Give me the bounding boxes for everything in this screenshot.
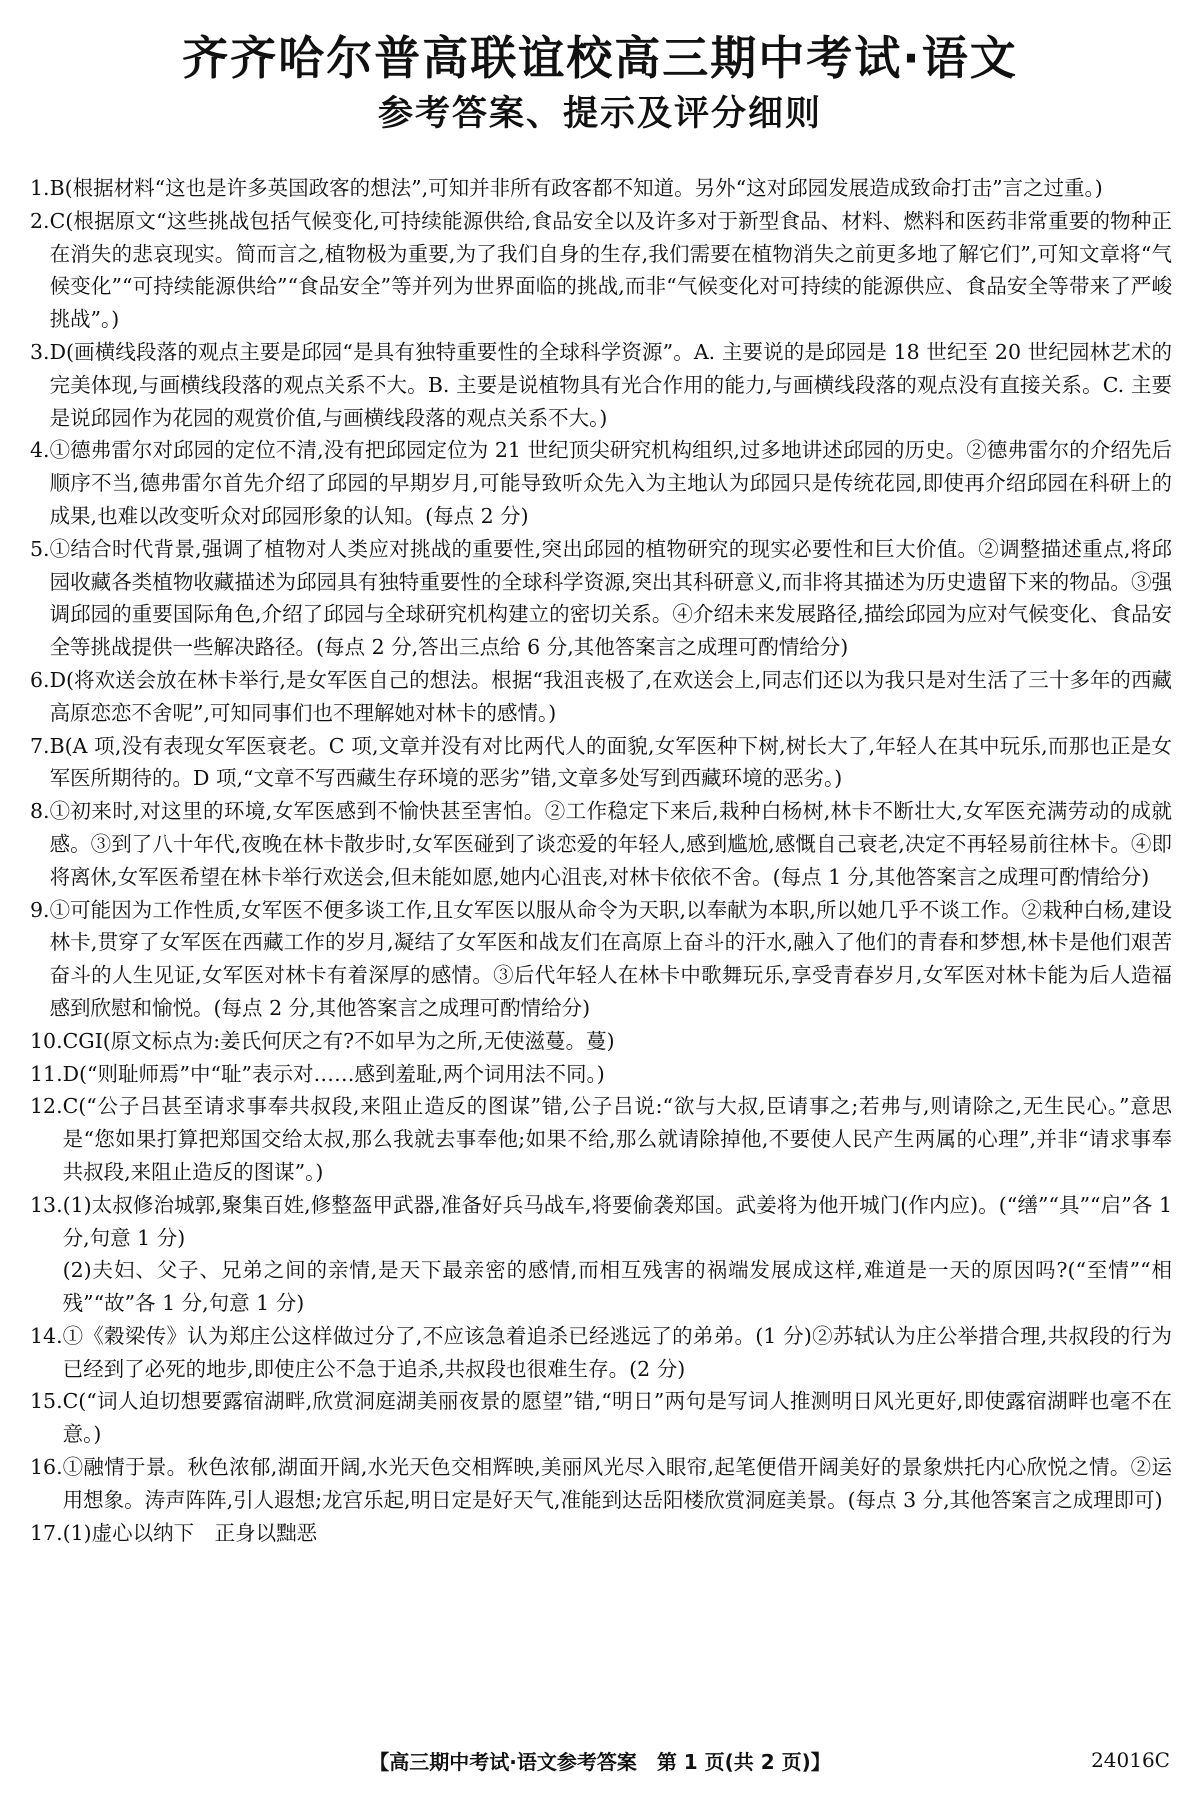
item-number: 6. <box>30 667 50 692</box>
answer-item-9 <box>30 894 1172 1025</box>
answer-list <box>30 172 1172 1549</box>
answer-item-14 <box>30 1320 1172 1386</box>
item-number: 16. <box>30 1455 63 1480</box>
answer-item-1 <box>30 172 1172 205</box>
item-text: B(A 项,没有表现女军医衰老。C 项,文章并没有对比两代人的面貌,女军医种下树,树长大了,年轻人在其中玩乐,而那也正是女军医所期待的。D 项,“文章不写西藏生存环境的恶劣”错,文章多处写到西藏环境的恶劣。) <box>49 733 1172 791</box>
item-text: ①可能因为工作性质,女军医不便多谈工作,且女军医以服从命令为天职,以奉献为本职,所以她几乎不谈工作。②栽种白杨,建设林卡,贯穿了女军医在西藏工作的岁月,凝结了女军医和战友们在高原上奋斗的汗水,融入了他们的青春和梦想,林卡是他们艰苦奋斗的人生见证,女军医对林卡有着深厚的感情。③后代年轻人在林卡中歌舞玩乐,享受青春岁月,女军医对林卡能为后人造福感到欣慰和愉悦。(每点 2 分,其他答案言之成理可酌情给分) <box>49 897 1172 1020</box>
answer-item-13 <box>30 1189 1172 1320</box>
item-text: ①《穀梁传》认为郑庄公这样做过分了,不应该急着追杀已经逃远了的弟弟。(1 分)②苏轼认为庄公举措合理,共叔段的行为已经到了必死的地步,即使庄公不急于追杀,共叔段也很难生存。(2 分) <box>62 1323 1172 1381</box>
item-number: 4. <box>30 438 50 463</box>
item-number: 15. <box>30 1389 63 1414</box>
item-number: 12. <box>30 1094 63 1119</box>
answer-item-12 <box>30 1090 1172 1188</box>
item-text: D(“则耻师焉”中“耻”表示对……感到羞耻,两个词用法不同。) <box>62 1061 605 1086</box>
answer-item-10 <box>30 1025 1172 1058</box>
item-number: 7. <box>30 733 50 758</box>
item-number: 9. <box>30 897 50 922</box>
answer-item-11 <box>30 1058 1172 1091</box>
page-subtitle: 参考答案、提示及评分细则 <box>377 94 822 134</box>
item-number: 17. <box>30 1520 63 1545</box>
item-text-group <box>63 1189 1172 1320</box>
item-text: C(根据原文“这些挑战包括气候变化,可持续能源供给,食品安全以及许多对于新型食品、材料、燃料和医药非常重要的物种正在消失的悲哀现实。简而言之,植物极为重要,为了我们自身的生存,我们需要在植物消失之前更多地了解它们”,可知文章将“气候变化”“可持续能源供给”“食品安全”等并列为世界面临的挑战,而非“气候变化对可持续的能源供应、食品安全等带来了严峻挑战”。) <box>49 208 1172 332</box>
item-number: 10. <box>30 1028 63 1053</box>
answer-item-7 <box>30 730 1172 796</box>
page-title: 齐齐哈尔普高联谊校高三期中考试·语文 <box>182 31 1018 85</box>
item-number: 11. <box>30 1061 63 1086</box>
answer-item-17 <box>30 1517 1172 1550</box>
item-text: C(“公子吕甚至请求事奉共叔段,来阻止造反的图谋”错,公子吕说:“欲与大叔,臣请事之;若弗与,则请除之,无生民心。”意思是“您如果打算把郑国交给太叔,那么我就去事奉他;如果不给,那么就请除掉他,不要使人民产生两属的心理”,并非“请求事奉共叔段,来阻止造反的图谋”。) <box>62 1094 1172 1184</box>
answer-item-3 <box>30 336 1172 434</box>
item-number: 14. <box>30 1323 63 1348</box>
answer-item-2 <box>30 205 1172 336</box>
document-code: 24016C <box>1091 1748 1170 1772</box>
answer-item-4 <box>30 434 1172 532</box>
item-number: 13. <box>30 1192 63 1217</box>
item-text: (1)虚心以纳下 正身以黜恶 <box>62 1520 318 1545</box>
item-text: D(画横线段落的观点主要是邱园“是具有独特重要性的全球科学资源”。A. 主要说的是邱园是 18 世纪至 20 世纪园林艺术的完美体现,与画横线段落的观点关系不大。B. 主要是说植物具有光合作用的能力,与画横线段落的观点没有直接关系。C. 主要是说邱园作为花园的观赏价值,与画横线段落的观点关系不大。) <box>49 339 1172 430</box>
item-text-part-2: (2)夫妇、父子、兄弟之间的亲情,是天下最亲密的感情,而相互残害的祸端发展成这样,难道是一天的原因吗?(“至情”“相残”“故”各 1 分,句意 1 分) <box>62 1258 1172 1316</box>
answer-item-15 <box>30 1385 1172 1451</box>
page-footer: 【高三期中考试·语文参考答案 第 1 页(共 2 页)】 <box>369 1750 831 1774</box>
item-text: D(将欢送会放在林卡举行,是女军医自己的想法。根据“我沮丧极了,在欢送会上,同志们还以为我只是对生活了三十多年的西藏高原恋恋不舍呢”,可知同事们也不理解她对林卡的感情。) <box>49 667 1172 725</box>
item-number: 8. <box>30 799 50 824</box>
item-text: ①融情于景。秋色浓郁,湖面开阔,水光天色交相辉映,美丽风光尽入眼帘,起笔便借开阔美好的景象烘托内心欣悦之情。②运用想象。涛声阵阵,引人遐想;龙宫乐起,明日定是好天气,准能到达岳阳楼欣赏洞庭美景。(每点 3 分,其他答案言之成理即可) <box>62 1455 1172 1512</box>
item-text: (1)太叔修治城郭,聚集百姓,修整盔甲武器,准备好兵马战车,将要偷袭郑国。武姜将为他开城门(作内应)。(“缮”“具”“启”各 1 分,句意 1 分) <box>62 1192 1172 1250</box>
item-text: B(根据材料“这也是许多英国政客的想法”,可知并非所有政客都不知道。另外“这对邱园发展造成致命打击”言之过重。) <box>49 176 1103 200</box>
item-text: ①德弗雷尔对邱园的定位不清,没有把邱园定位为 21 世纪顶尖研究机构组织,过多地讲述邱园的历史。②德弗雷尔的介绍先后顺序不当,德弗雷尔首先介绍了邱园的早期岁月,可能导致听众先入为主地认为邱园只是传统花园,即使再介绍邱园在科研上的成果,也难以改变听众对邱园形象的认知。(每点 2 分) <box>49 438 1172 528</box>
item-text: C(“词人迫切想要露宿湖畔,欣赏洞庭湖美丽夜景的愿望”错,“明日”两句是写词人推测明日风光更好,即使露宿湖畔也毫不在意。) <box>62 1389 1172 1447</box>
item-number: 5. <box>30 536 50 561</box>
item-text: ①结合时代背景,强调了植物对人类应对挑战的重要性,突出邱园的植物研究的现实必要性和巨大价值。②调整描述重点,将邱园收藏各类植物收藏描述为邱园具有独特重要性的全球科学资源,突出其科研意义,而非将其描述为历史遗留下来的物品。③强调邱园的重要国际角色,介绍了邱园与全球研究机构建立的密切关系。④介绍未来发展路径,描绘邱园为应对气候变化、食品安全等挑战提供一些解决路径。(每点 2 分,答出三点给 6 分,其他答案言之成理可酌情给分) <box>49 536 1172 660</box>
answer-item-8 <box>30 795 1172 893</box>
item-text: CGI(原文标点为:姜氏何厌之有?不如早为之所,无使滋蔓。蔓) <box>62 1028 615 1053</box>
item-number: 3. <box>30 339 50 364</box>
answer-item-16 <box>30 1451 1172 1517</box>
answer-item-6 <box>30 664 1172 730</box>
item-number: 1. <box>30 176 50 200</box>
answer-item-5 <box>30 533 1172 664</box>
item-number: 2. <box>30 208 50 233</box>
item-text: ①初来时,对这里的环境,女军医感到不愉快甚至害怕。②工作稳定下来后,栽种白杨树,林卡不断壮大,女军医充满劳动的成就感。③到了八十年代,夜晚在林卡散步时,女军医碰到了谈恋爱的年轻人,感到尴尬,感慨自己衰老,决定不再轻易前往林卡。④即将离休,女军医希望在林卡举行欢送会,但未能如愿,她内心沮丧,对林卡依依不舍。(每点 1 分,其他答案言之成理可酌情给分) <box>49 799 1172 889</box>
